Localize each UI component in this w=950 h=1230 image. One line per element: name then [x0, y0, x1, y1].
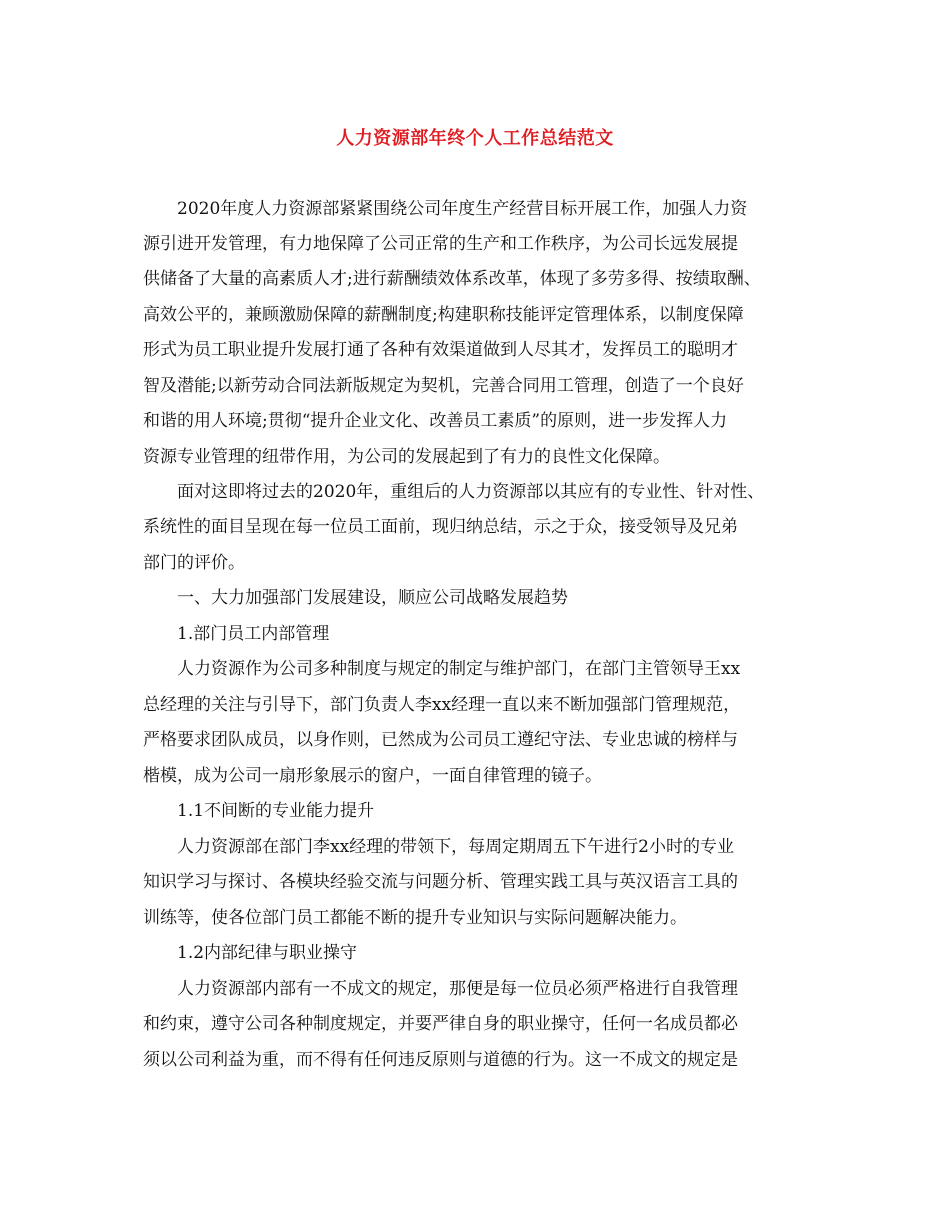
- text-line: 2020年度人力资源部紧紧围绕公司年度生产经营目标开展工作，加强人力资: [177, 199, 748, 219]
- section-heading: 一、大力加强部门发展建设，顺应公司战略发展趋势: [177, 588, 568, 608]
- text-line: 部门的评价。: [143, 553, 245, 573]
- text-line: 形式为员工职业提升发展打通了各种有效渠道做到人尽其才，发挥员工的聪明才: [143, 340, 738, 360]
- text-line: 面对这即将过去的2020年，重组后的人力资源部以其应有的专业性、针对性、: [177, 482, 765, 502]
- text-line: 训练等，使各位部门员工都能不断的提升专业知识与实际问题解决能力。: [143, 908, 687, 928]
- text-line: 和谐的用人环境;贯彻“提升企业文化、改善员工素质”的原则，进一步发挥人力: [143, 411, 728, 431]
- text-line: 系统性的面目呈现在每一位员工面前，现归纳总结，示之于众，接受领导及兄弟: [143, 517, 738, 537]
- text-line: 总经理的关注与引导下，部门负责人李xx经理一直以来不断加强部门管理规范，: [143, 695, 741, 715]
- text-line: 智及潜能;以新劳动合同法新版规定为契机，完善合同用工管理，创造了一个良好: [143, 376, 744, 396]
- text-line: 源引进开发管理，有力地保障了公司正常的生产和工作秩序，为公司长远发展提: [143, 234, 738, 254]
- text-line: 和约束，遵守公司各种制度规定，并要严律自身的职业操守，任何一名成员都必: [143, 1014, 738, 1034]
- text-line: 人力资源部在部门李xx经理的带领下，每周定期周五下午进行2小时的专业: [177, 837, 734, 857]
- text-line: 资源专业管理的纽带作用，为公司的发展起到了有力的良性文化保障。: [143, 447, 670, 467]
- text-line: 须以公司利益为重，而不得有任何违反原则与道德的行为。这一不成文的规定是: [143, 1050, 738, 1070]
- document-title: 人力资源部年终个人工作总结范文: [336, 128, 614, 149]
- text-line: 供储备了大量的高素质人才;进行薪酬绩效体系改革，体现了多劳多得、按绩取酬、: [143, 269, 761, 289]
- subsection-heading: 1.2内部纪律与职业操守: [177, 943, 358, 963]
- text-line: 人力资源部内部有一不成文的规定，那便是每一位员必须严格进行自我管理: [177, 979, 738, 999]
- subsection-heading: 1.部门员工内部管理: [177, 624, 330, 644]
- text-line: 严格要求团队成员，以身作则，已然成为公司员工遵纪守法、专业忠诚的榜样与: [143, 730, 738, 750]
- subsection-heading: 1.1不间断的专业能力提升: [177, 801, 375, 821]
- text-line: 知识学习与探讨、各模块经验交流与问题分析、管理实践工具与英汉语言工具的: [143, 872, 738, 892]
- text-line: 人力资源作为公司多种制度与规定的制定与维护部门，在部门主管领导王xx: [177, 659, 741, 679]
- text-line: 高效公平的，兼顾激励保障的薪酬制度;构建职称技能评定管理体系，以制度保障: [143, 305, 744, 325]
- text-line: 楷模，成为公司一扇形象展示的窗户，一面自律管理的镜子。: [143, 766, 602, 786]
